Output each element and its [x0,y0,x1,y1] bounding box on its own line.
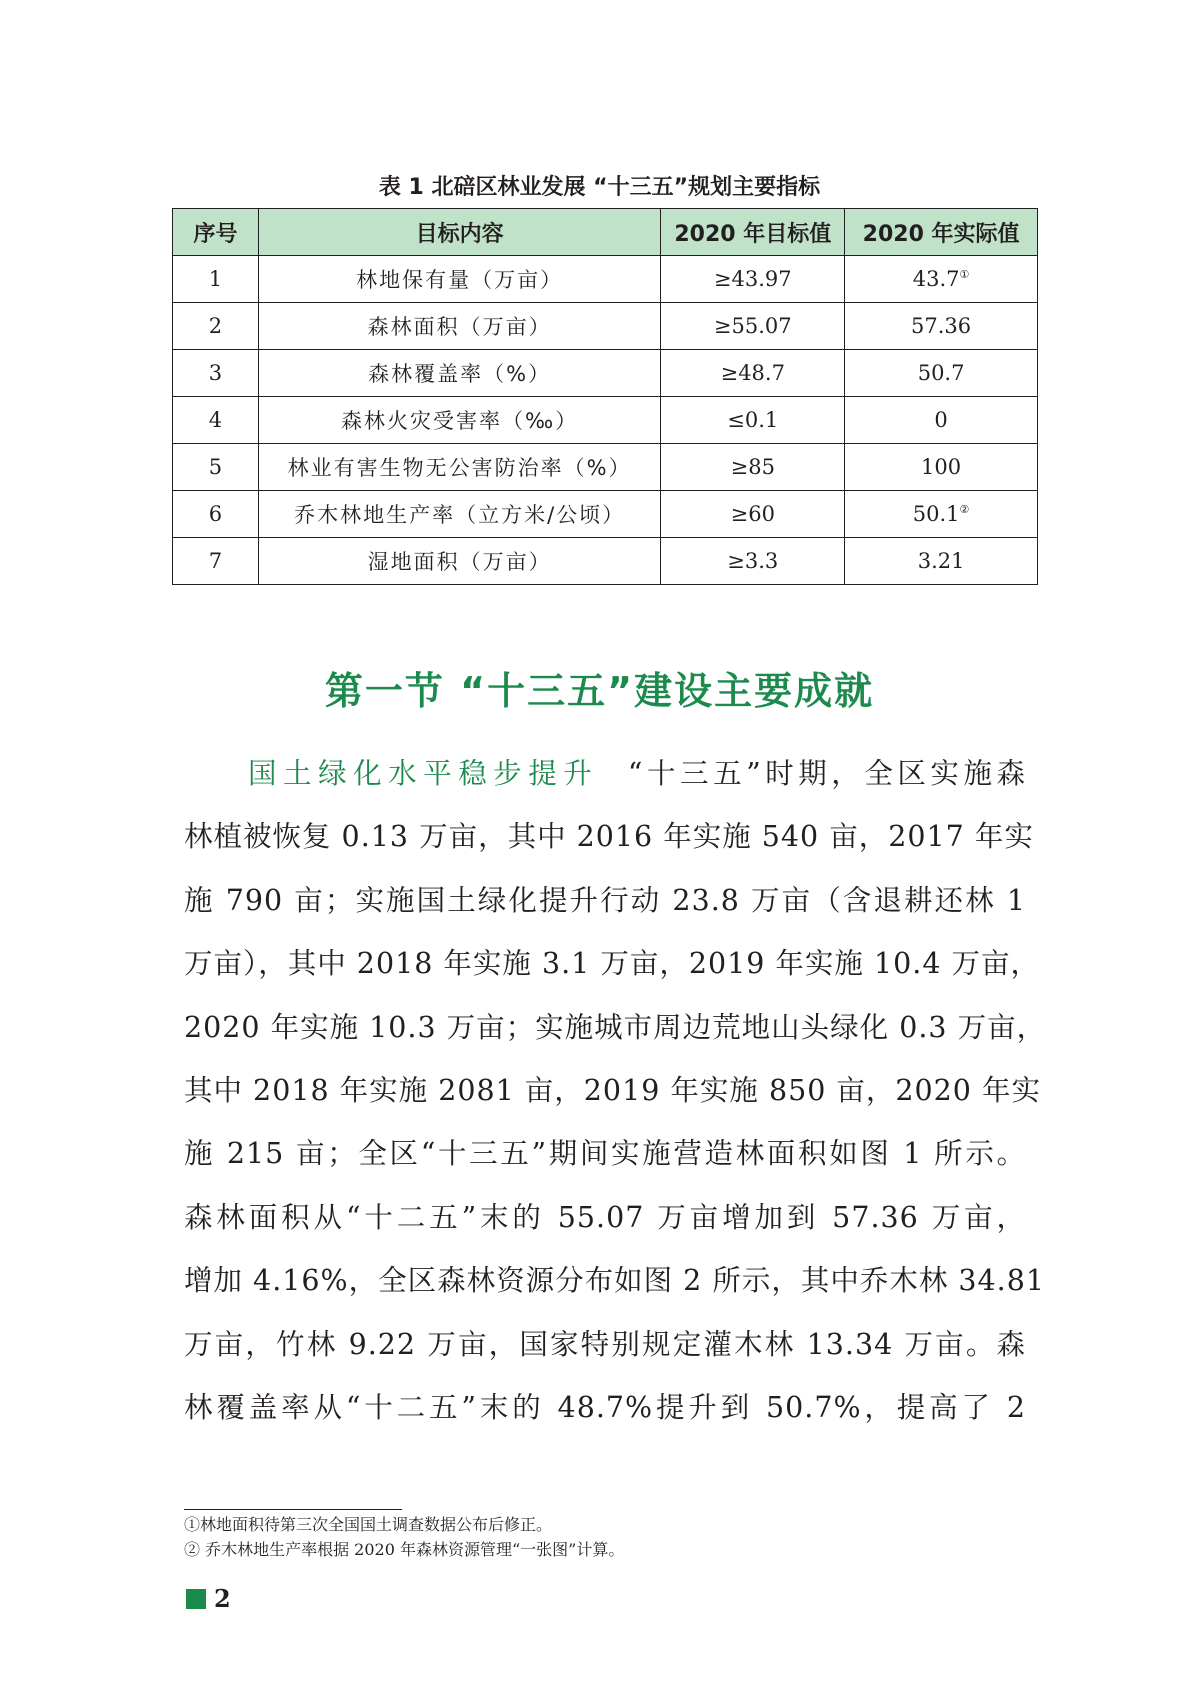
row-actual [845,303,1038,350]
page-marker-square [186,1589,206,1609]
header-item: 目标内容 [258,209,660,256]
lead-heading: 国土绿化水平稳步提升 [248,757,599,790]
row-no: 5 [173,444,259,491]
footnotes [184,1512,624,1562]
row-target: ≥48.7 [661,350,845,397]
actual-value: 57.36 [911,314,972,338]
header-actual: 2020 年实际值 [845,209,1038,256]
row-actual [845,397,1038,444]
table-row [173,350,1038,397]
paragraph-line: 施 215 亩；全区“十三五”期间实施营造林面积如图 1 所示。 [184,1137,1026,1171]
table-caption: 表 1 北碚区林业发展 “十三五”规划主要指标 [378,175,821,200]
row-no: 3 [173,350,259,397]
table-row [173,444,1038,491]
footnote-ref: ② [959,503,970,516]
row-actual [845,538,1038,585]
row-no: 1 [173,256,259,303]
row-no: 4 [173,397,259,444]
row-item: 森林覆盖率（%） [258,350,660,397]
paragraph-line: 森林面积从“十二五”末的 55.07 万亩增加到 57.36 万亩， [184,1200,1026,1234]
table-header-row [173,209,1038,256]
footnote-1: ①林地面积待第三次全国国土调查数据公布后修正。 [184,1515,553,1534]
actual-value: 50.1 [912,502,960,526]
paragraph-line: 万亩，竹林 9.22 万亩，国家特别规定灌木林 13.34 万亩。森 [184,1327,1026,1361]
row-item: 森林火灾受害率（‰） [258,397,660,444]
row-target: ≥43.97 [661,256,845,303]
row-target: ≥3.3 [661,538,845,585]
table-row [173,303,1038,350]
row-actual [845,491,1038,538]
table-row [173,538,1038,585]
row-target: ≥85 [661,444,845,491]
table-row [173,256,1038,303]
page-number: 2 [214,1584,231,1613]
row-item: 森林面积（万亩） [258,303,660,350]
row-no: 2 [173,303,259,350]
paragraph-line: 万亩），其中 2018 年实施 3.1 万亩，2019 年实施 10.4 万亩， [184,947,1041,981]
row-target: ≥60 [661,491,845,538]
footnote-ref: ① [959,268,970,281]
row-target: ≥55.07 [661,303,845,350]
row-target: ≤0.1 [661,397,845,444]
paragraph-line [184,742,1026,805]
section-title: 第一节 “十三五”建设主要成就 [324,669,875,713]
footnote-divider [184,1509,402,1510]
row-item: 湿地面积（万亩） [258,538,660,585]
row-actual [845,350,1038,397]
paragraph-line: 林植被恢复 0.13 万亩，其中 2016 年实施 540 亩，2017 年实 [184,820,1034,854]
row-item: 林地保有量（万亩） [258,256,660,303]
row-item: 乔木林地生产率（立方米/公顷） [258,491,660,538]
indicators-table [172,208,1038,585]
actual-value: 43.7 [912,267,960,291]
line-text: “十三五”时期，全区实施森 [627,757,1026,790]
row-no: 6 [173,491,259,538]
paragraph-line: 施 790 亩；实施国土绿化提升行动 23.8 万亩（含退耕还林 1 [184,883,1026,917]
actual-value: 0 [934,408,948,432]
actual-value: 3.21 [917,549,965,573]
paragraph-line: 2020 年实施 10.3 万亩；实施城市周边荒地山头绿化 0.3 万亩， [184,1010,1047,1044]
actual-value: 50.7 [917,361,965,385]
paragraph-line: 增加 4.16%，全区森林资源分布如图 2 所示，其中乔木林 34.81 [184,1264,1045,1298]
header-target: 2020 年目标值 [661,209,845,256]
body-text [184,742,1047,1439]
table-row [173,491,1038,538]
table-row [173,397,1038,444]
row-no: 7 [173,538,259,585]
paragraph-line: 林覆盖率从“十二五”末的 48.7%提升到 50.7%，提高了 2 [184,1390,1026,1424]
footnote-2: ② 乔木林地生产率根据 2020 年森林资源管理“一张图”计算。 [184,1540,625,1559]
actual-value: 100 [921,455,962,479]
header-no: 序号 [173,209,259,256]
row-item: 林业有害生物无公害防治率（%） [258,444,660,491]
row-actual [845,444,1038,491]
paragraph-line: 其中 2018 年实施 2081 亩，2019 年实施 850 亩，2020 年实 [184,1073,1041,1107]
row-actual [845,256,1038,303]
